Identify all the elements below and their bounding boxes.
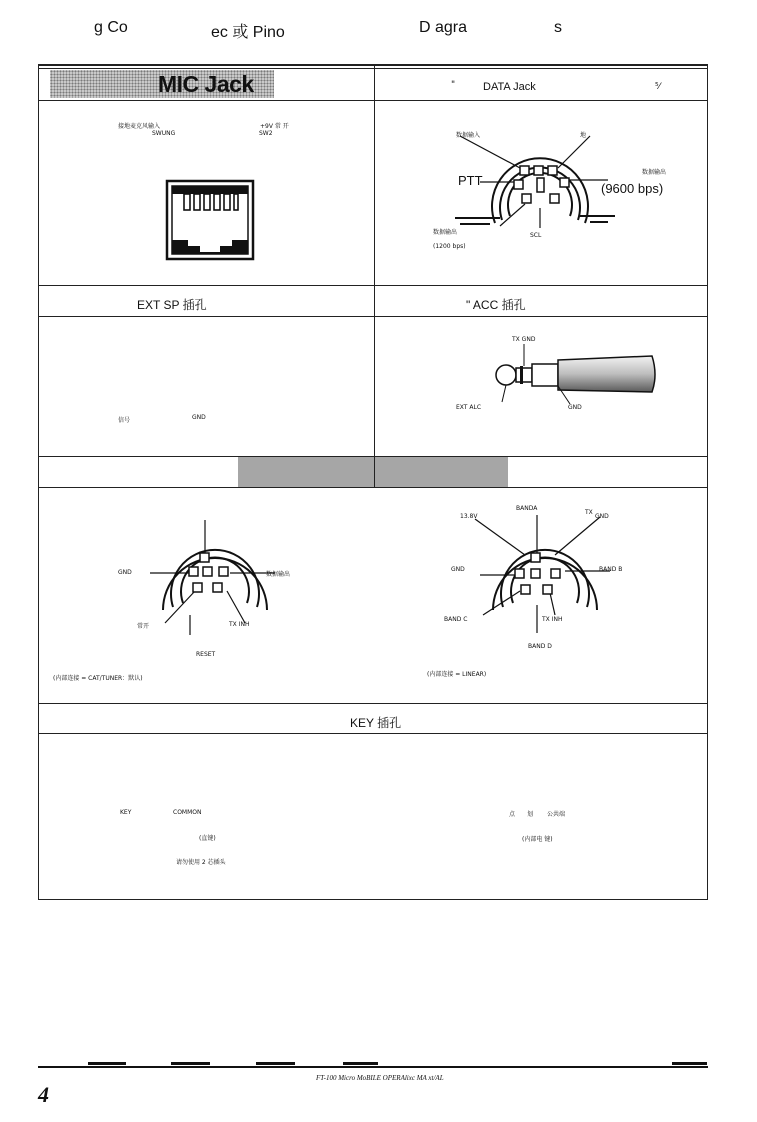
data-title-quote: "	[451, 80, 456, 90]
mic-label-9v: +9V 常 开	[260, 123, 289, 130]
cat-label-tx-inh: TX INH	[229, 621, 250, 628]
acc-plug-diagram	[492, 342, 662, 406]
linear-label-banda: BANDA	[516, 505, 538, 512]
cat-label-gnd: GND	[118, 569, 132, 576]
ext-sp-label-gnd: GND	[192, 414, 206, 421]
data-label-data-out-9600: 数据输出	[642, 169, 667, 176]
key-label-common-cn: 公共端	[547, 811, 566, 818]
acc-label-ext-alc: EXT ALC	[456, 404, 482, 411]
linear-label-tx: TX	[585, 509, 593, 516]
linear-internal-connection-note: (内部连接 = LINEAR)	[427, 671, 487, 678]
linear-header-band	[375, 457, 508, 487]
acc-label-tx-gnd: TX GND	[512, 336, 536, 343]
key-label-common: COMMON	[173, 809, 202, 816]
linear-label-band-c: BAND C	[444, 616, 468, 623]
cat-jack-diagram	[145, 515, 285, 635]
linear-label-gnd-top: GND	[595, 513, 609, 520]
linear-label-gnd-left: GND	[451, 566, 465, 573]
acc-title: " ACC 插孔	[466, 298, 526, 312]
header-fragment-1: g Co	[94, 19, 128, 36]
cat-label-reset: RESET	[196, 651, 216, 658]
data-label-9600-bps: (9600 bps)	[601, 181, 664, 196]
cat-header-band	[238, 457, 374, 487]
key-label-key: KEY	[120, 809, 132, 816]
linear-label-13-8v: 13.8V	[460, 513, 478, 520]
data-label-data-in: 数据输入	[456, 132, 481, 139]
key-label-internal-keyer: (内部电 键)	[522, 836, 553, 843]
data-label-scl: SCL	[530, 232, 542, 239]
mic-jack-diagram	[166, 180, 254, 260]
data-label-ptt: PTT	[458, 173, 483, 188]
page-number: 4	[38, 1082, 49, 1107]
cat-label-normally-open: 常开	[137, 623, 150, 630]
header-fragment-3: D agra	[419, 19, 468, 36]
key-jack-title: KEY 插孔	[350, 716, 402, 730]
data-label-1200-bps: (1200 bps)	[433, 243, 466, 250]
acc-label-gnd: GND	[568, 404, 582, 411]
linear-label-band-b: BAND B	[599, 566, 623, 573]
mic-label-sw2: SW2	[259, 130, 273, 137]
ext-sp-title: EXT SP 插孔	[137, 298, 207, 312]
header-fragment-2: ec 或 Pino	[211, 24, 285, 41]
key-label-straight-key: (直键)	[199, 835, 216, 842]
mic-label-swung: SWUNG	[152, 130, 176, 137]
cat-label-data-out: 数据输出	[266, 571, 291, 578]
cat-internal-connection-note: (内部连接 = CAT/TUNER：默认)	[53, 675, 143, 682]
key-note-no-two-core-plug: 请勿使用 2 芯插头	[176, 859, 226, 866]
header-fragment-4: s	[554, 19, 562, 36]
data-title-mark: ⁵⁄	[655, 82, 661, 92]
linear-label-tx-inh: TX INH	[542, 616, 563, 623]
ext-sp-label-signal: 信号	[118, 417, 131, 424]
linear-label-band-d: BAND D	[528, 643, 552, 650]
mic-jack-title: MIC Jack	[158, 71, 254, 97]
key-label-dash: 划	[527, 811, 534, 818]
data-label-data-out-1200: 数据输出	[433, 229, 458, 236]
data-jack-title: DATA Jack	[483, 81, 536, 93]
key-label-dot: 点	[509, 811, 516, 818]
data-label-ground: 地	[580, 132, 587, 139]
manual-title: FT-100 Micro MoBILE OPERAlixc MA xt/AL	[316, 1074, 444, 1082]
mic-label-ground-input: 接地麦克风输入	[118, 123, 161, 130]
